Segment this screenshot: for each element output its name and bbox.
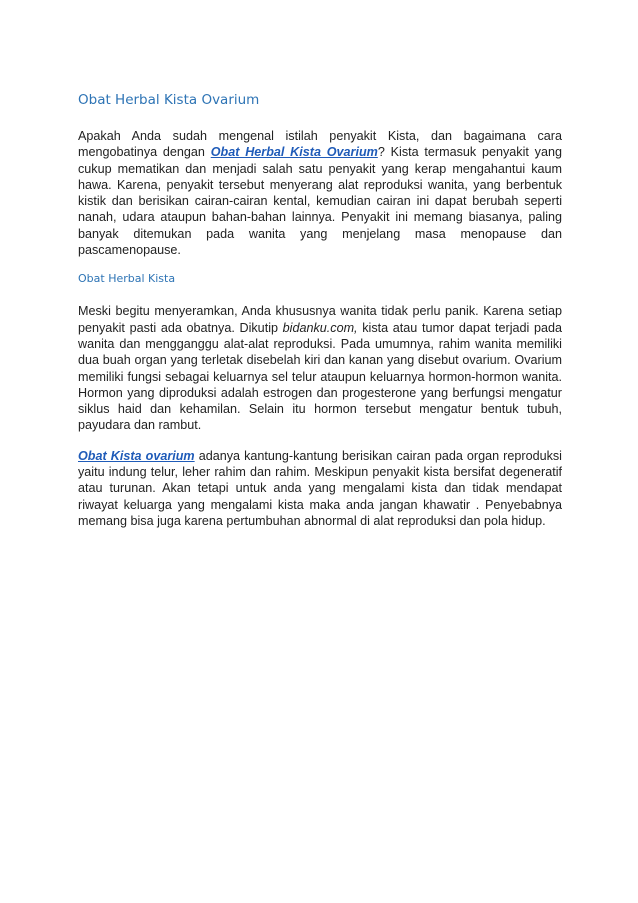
link-obat-kista-ovarium[interactable]: Obat Kista ovarium [78, 448, 195, 463]
paragraph-intro-text-start: Apakah Anda sudah mengenal istilah penyakit Kista, dan bagaimana cara mengobatinya dengan [78, 129, 562, 160]
document-content [78, 92, 562, 529]
document-title: Obat Herbal Kista Ovarium [78, 92, 260, 108]
link-obat-herbal-kista-ovarium[interactable]: Obat Herbal Kista Ovarium [210, 145, 378, 160]
paragraph-cause-text: adanya kantung-kantung berisikan cairan pada organ reproduksi yaitu indung telur, leher rahim dan rahim. Meskipun penyakit kista bersifat degeneratif atau turunan. Akan tetapi untuk anda yang mengalami kista dan tidak mendapat riwayat keluarga yang mengalami kista maka anda jangan khawatir . Penyebabnya memang bisa juga karena pertumbuhan abnormal di alat reproduksi dan pola hidup. [78, 448, 562, 528]
paragraph-cause [78, 448, 562, 529]
paragraph-explanation-text-end: kista atau tumor dapat terjadi pada wanita dan mengganggu alat-alat reproduksi. Pada umumnya, rahim wanita memiliki dua buah organ yang terletak disebelah kiri dan kanan yang disebut ovarium. Ovarium memiliki fungsi sebagai keluarnya sel telur ataupun keluarnya hormon-hormon wanita. Hormon yang diproduksi adalah estrogen dan progesterone yang berfungsi mengatur siklus haid dan kehamilan. Selain itu hormon tersebut mengatur bentuk tubuh, payudara dan rambut. [78, 320, 562, 433]
section-subtitle: Obat Herbal Kista [78, 272, 176, 286]
paragraph-intro [78, 128, 562, 258]
source-reference: bidanku.com, [282, 320, 358, 335]
paragraph-intro-text-end: ? Kista termasuk penyakit yang cukup mematikan dan menjadi salah satu penyakit yang kerap mengahantui kaum hawa. Karena, penyakit tersebut menyerang alat reproduksi wanita, yang berbentuk kistik dan berisikan cairan-cairan kental, kemudian cairan ini dapat berubah seperti nanah, udara ataupun bahan-bahan lainnya. Penyakit ini memang biasanya, paling banyak ditemukan pada wanita yang menjelang masa menopause dan pascamenopause. [78, 145, 562, 258]
paragraph-explanation [78, 303, 562, 433]
paragraph-explanation-text-start: Meski begitu menyeramkan, Anda khususnya wanita tidak perlu panik. Karena setiap penyakit pasti ada obatnya. Dikutip [78, 304, 562, 335]
